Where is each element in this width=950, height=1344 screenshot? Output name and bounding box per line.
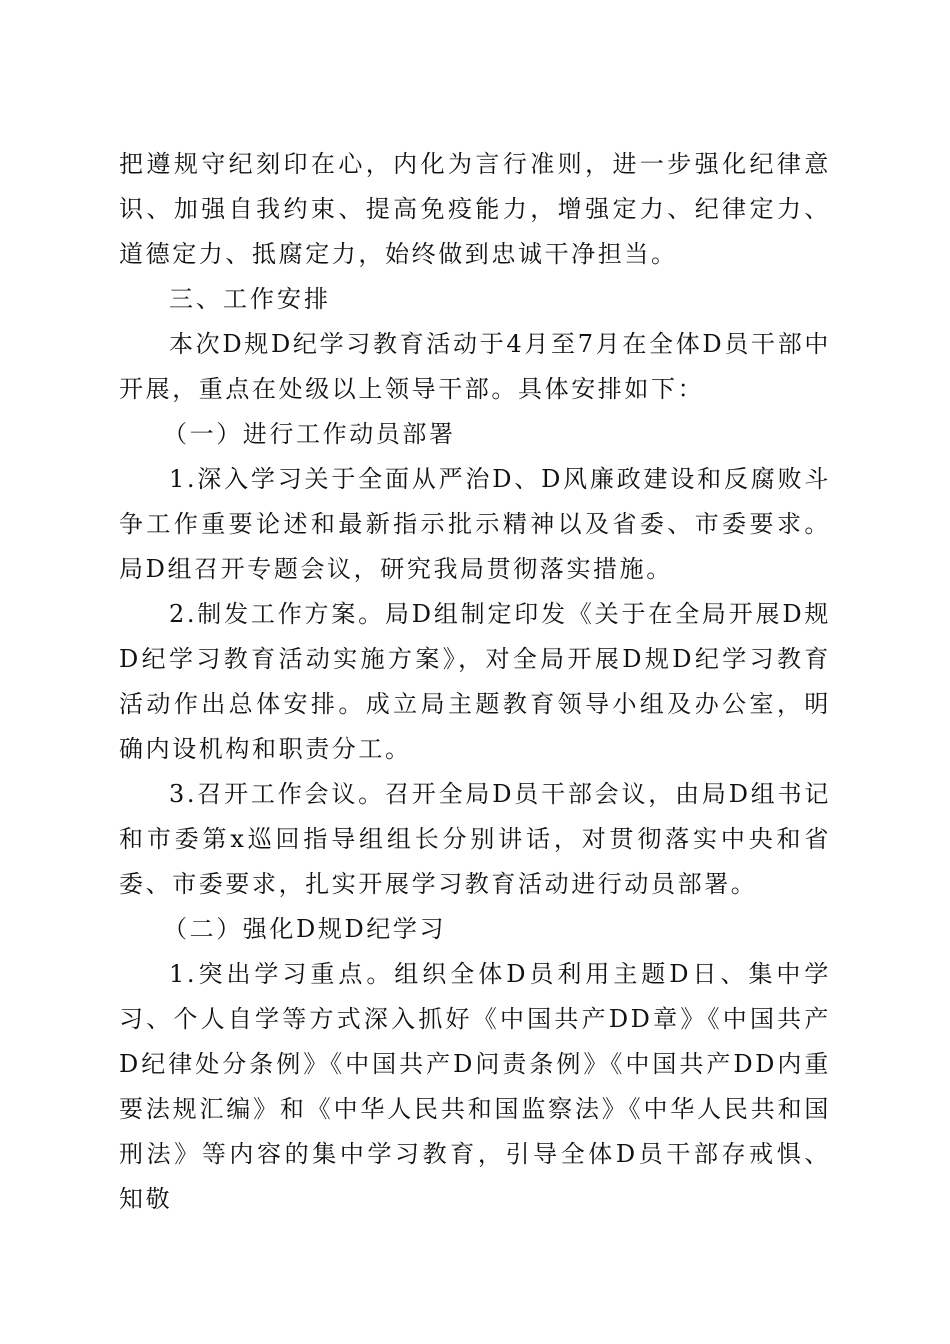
subheading-strengthen-study: （二）强化D规D纪学习 — [163, 915, 447, 943]
section-heading-work-arrangement: 三、工作安排 — [169, 285, 331, 313]
paragraph-continuation: 把遵规守纪刻印在心，内化为言行准则，进一步强化纪律意识、加强自我约束、提高免疫能力，增强定力、纪律定力、道德定力、抵腐定力，始终做到忠诚干净担当。 — [119, 150, 831, 268]
paragraph-item-2: 2.制发工作方案。局D组制定印发《关于在全局开展D规D纪学习教育活动实施方案》，对全局开展D规D纪学习教育活动作出总体安排。成立局主题教育领导小组及办公室，明确内设机构和职责分工。 — [119, 600, 831, 763]
paragraph-study-focus: 1.突出学习重点。组织全体D员利用主题D日、集中学习、个人自学等方式深入抓好《中国共产DD章》《中国共产D纪律处分条例》《中国共产D问责条例》《中国共产DD内重要法规汇编》和《中华人民共和国监察法》《中华人民共和国刑法》等内容的集中学习教育，引导全体D员干部存戒惧、知敬 — [119, 960, 831, 1213]
paragraph-item-1: 1.深入学习关于全面从严治D、D风廉政建设和反腐败斗争工作重要论述和最新指示批示精神以及省委、市委要求。局D组召开专题会议，研究我局贯彻落实措施。 — [119, 465, 831, 583]
document-body — [119, 142, 831, 1222]
paragraph-intro: 本次D规D纪学习教育活动于4月至7月在全体D员干部中开展，重点在处级以上领导干部。具体安排如下： — [119, 330, 831, 403]
paragraph-item-3: 3.召开工作会议。召开全局D员干部会议，由局D组书记和市委第x巡回指导组组长分别讲话，对贯彻落实中央和省委、市委要求，扎实开展学习教育活动进行动员部署。 — [119, 780, 831, 898]
subheading-mobilization: （一）进行工作动员部署 — [163, 420, 456, 448]
